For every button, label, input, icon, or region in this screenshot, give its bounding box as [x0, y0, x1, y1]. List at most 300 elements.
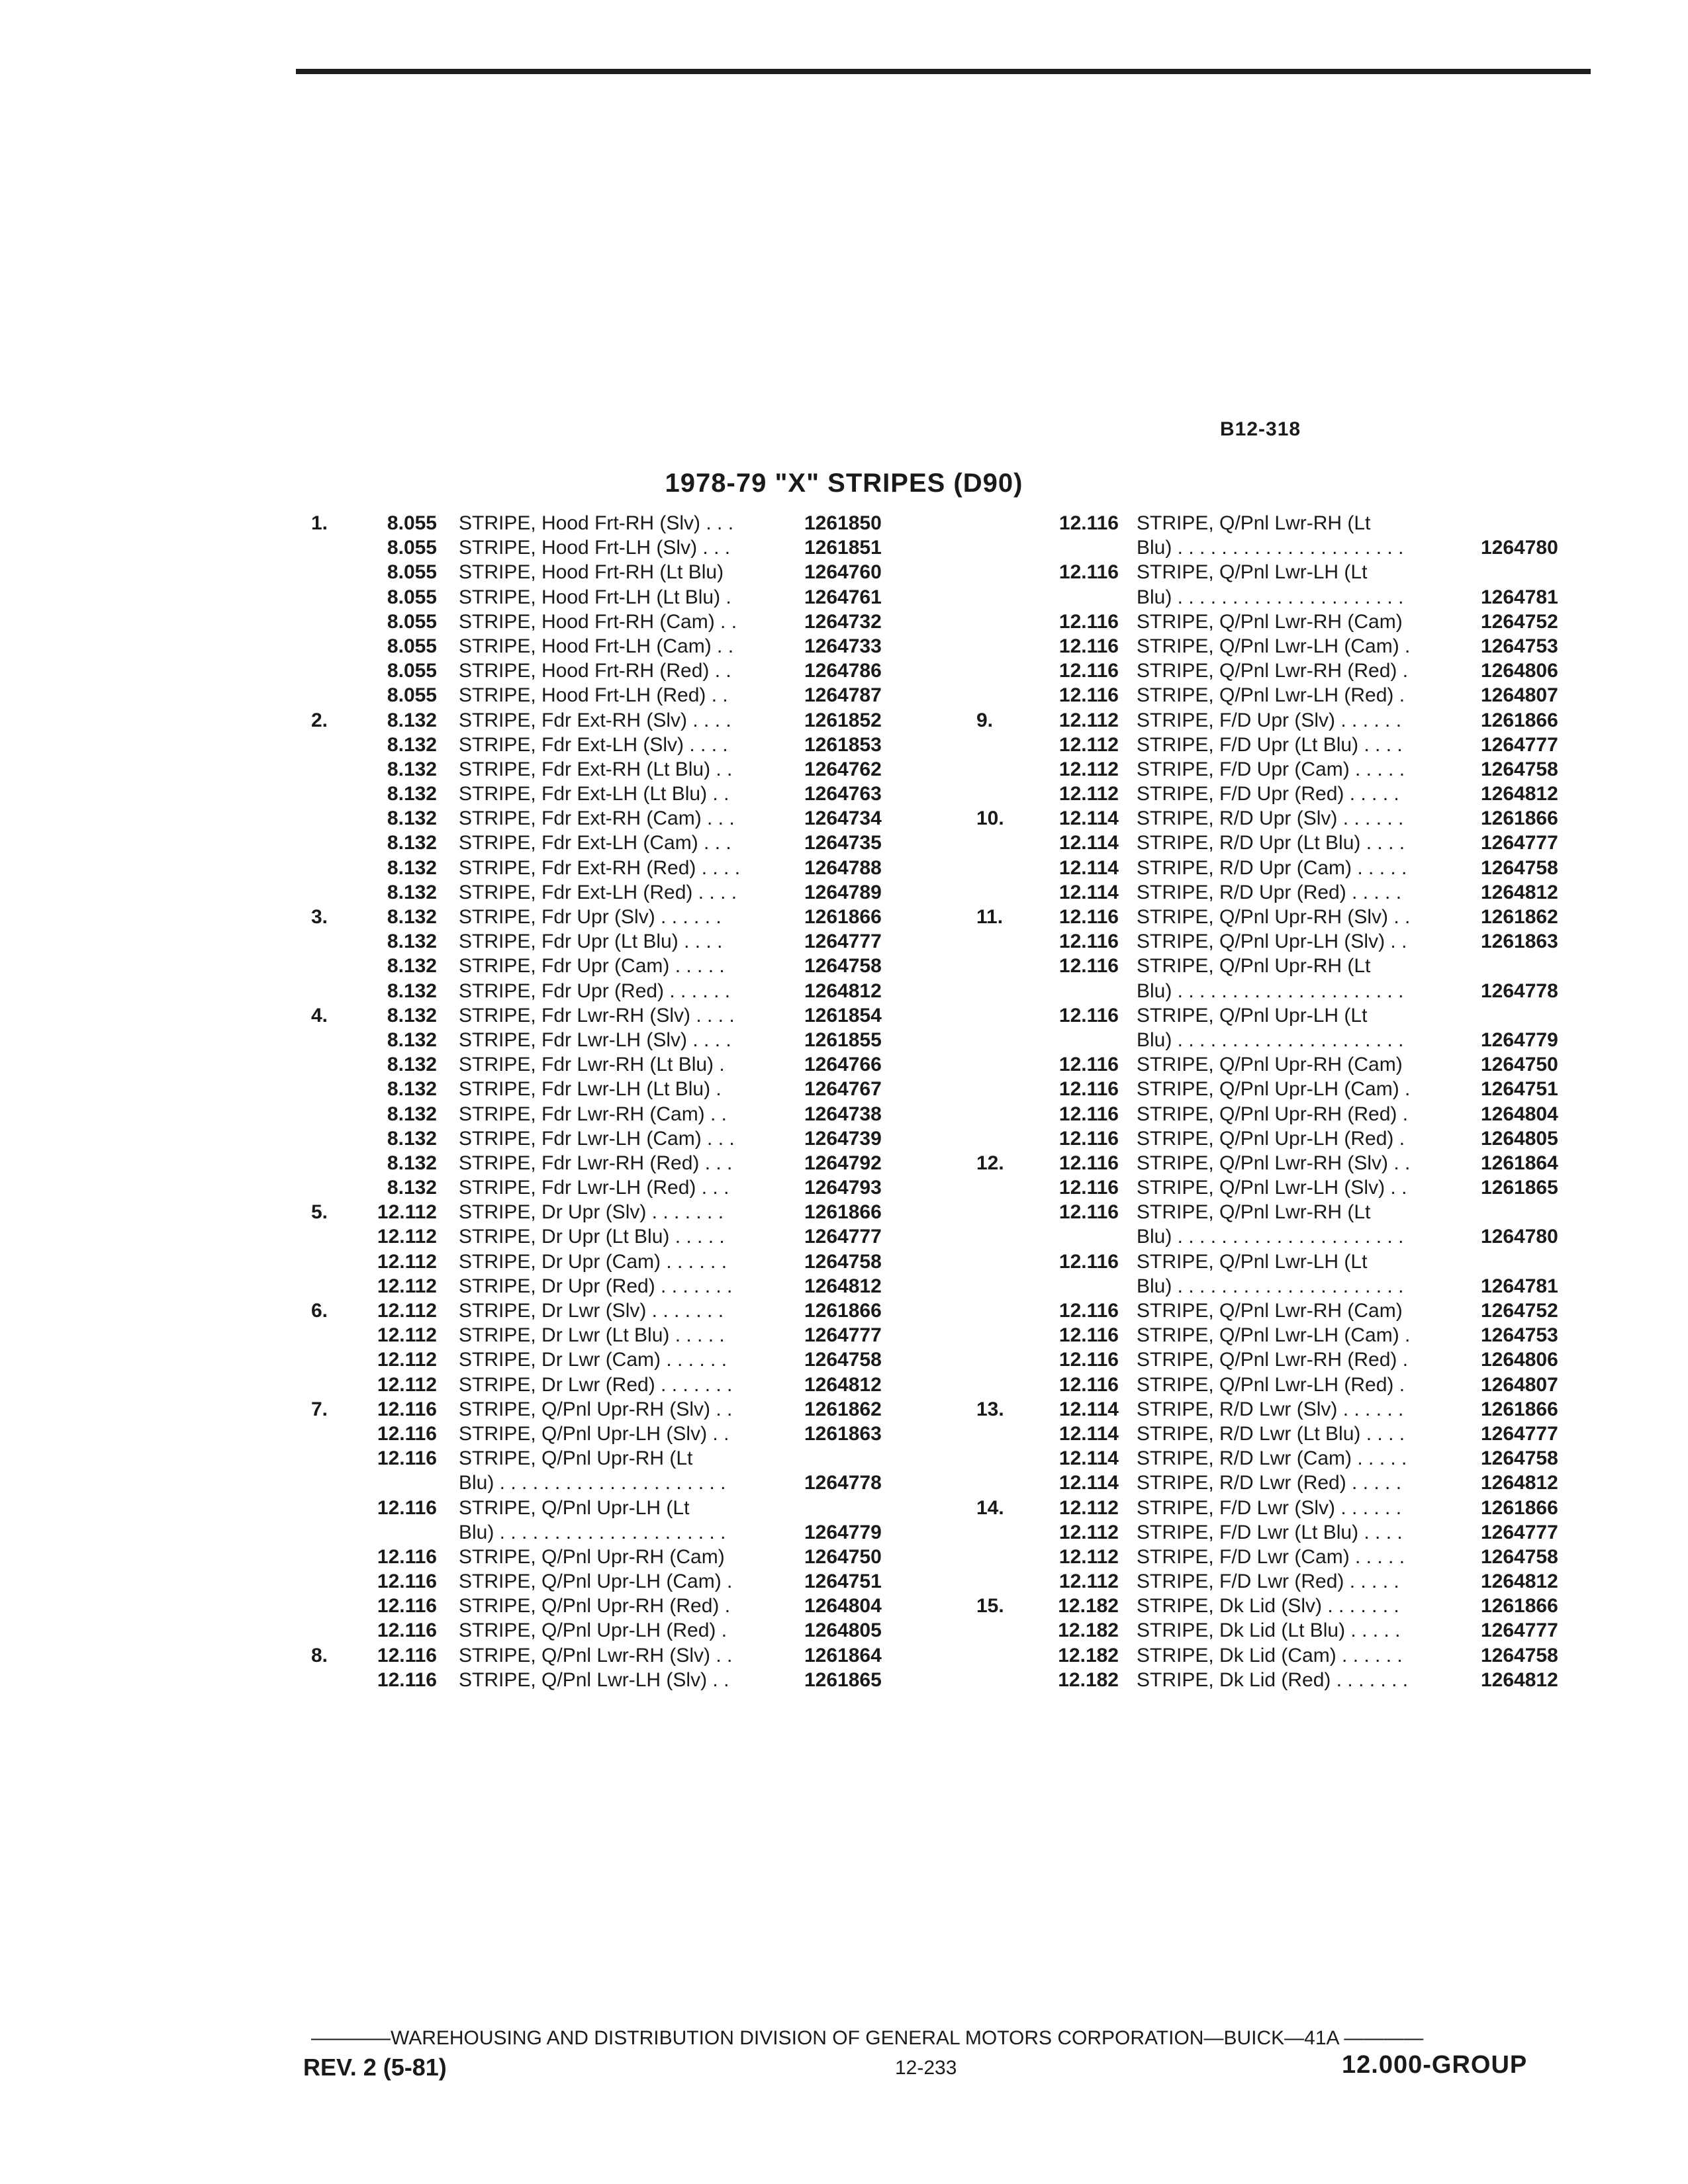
- part-row: [963, 979, 1592, 1003]
- part-description: STRIPE, F/D Upr (Slv) . . . . . .: [1137, 709, 1402, 731]
- part-number: 1264758: [804, 1250, 882, 1273]
- footer-group: 12.000-GROUP: [1342, 2051, 1528, 2079]
- part-number: 1261863: [1481, 931, 1558, 953]
- part-row: [963, 806, 1592, 831]
- part-description: STRIPE, Fdr Ext-RH (Cam) . . .: [459, 807, 735, 830]
- part-number: 1261863: [804, 1422, 882, 1445]
- part-number: 1261855: [804, 1028, 882, 1051]
- footer-page-number: 12-233: [895, 2057, 957, 2079]
- illustration-code: 12.114: [1058, 1447, 1119, 1470]
- illustration-code: 12.116: [1058, 1177, 1119, 1199]
- part-row: [298, 1397, 914, 1422]
- illustration-code: 12.114: [1058, 1398, 1119, 1420]
- part-description: STRIPE, Fdr Lwr-RH (Cam) . .: [459, 1103, 727, 1125]
- illustration-code: 8.132: [387, 1103, 437, 1125]
- part-row: [298, 1175, 914, 1200]
- illustration-code: 8.132: [387, 709, 437, 731]
- part-row: [963, 683, 1592, 707]
- illustration-code: 12.116: [1058, 1201, 1119, 1224]
- part-number: 1264751: [804, 1570, 882, 1593]
- part-number: 1261866: [1481, 807, 1558, 830]
- illustration-code: 8.055: [387, 635, 437, 657]
- part-row: [963, 1446, 1592, 1471]
- part-row: [298, 708, 914, 733]
- part-description: STRIPE, Q/Pnl Lwr-RH (Cam): [1137, 1300, 1403, 1322]
- illustration-code: 12.112: [377, 1373, 437, 1396]
- part-description: STRIPE, Fdr Ext-LH (Lt Blu) . .: [459, 783, 729, 805]
- illustration-code: 8.132: [387, 1028, 437, 1051]
- part-description: STRIPE, F/D Upr (Lt Blu) . . . .: [1137, 733, 1403, 756]
- illustration-code: 12.114: [1058, 856, 1119, 879]
- part-description: STRIPE, Fdr Lwr-LH (Cam) . . .: [459, 1127, 735, 1150]
- illustration-code: 12.114: [1058, 881, 1119, 903]
- part-description: STRIPE, Q/Pnl Upr-RH (Lt: [1137, 955, 1371, 978]
- part-number: 1264777: [804, 1324, 882, 1347]
- part-number: 1264777: [1481, 1619, 1558, 1642]
- part-description: STRIPE, Hood Frt-LH (Red) . .: [459, 684, 728, 707]
- illustration-code: 12.116: [377, 1447, 437, 1470]
- illustration-code: 12.116: [377, 1545, 437, 1568]
- part-description: STRIPE, F/D Lwr (Lt Blu) . . . .: [1137, 1521, 1403, 1543]
- part-number: 1264762: [804, 758, 882, 780]
- part-description: Blu) . . . . . . . . . . . . . . . . . . . . .: [1137, 1226, 1404, 1248]
- illustration-code: 12.112: [1058, 1496, 1119, 1519]
- illustration-code: 12.112: [377, 1300, 437, 1322]
- part-number: 1264758: [804, 1349, 882, 1371]
- illustration-code: 8.132: [387, 856, 437, 879]
- part-number: 1264804: [1481, 1103, 1558, 1125]
- illustration-code: 12.182: [1058, 1595, 1119, 1617]
- part-row: [963, 954, 1592, 978]
- part-number: 1264781: [1481, 1275, 1558, 1297]
- part-row: [963, 1594, 1592, 1618]
- illustration-code: 12.112: [377, 1201, 437, 1224]
- part-number: 1264786: [804, 660, 882, 682]
- part-number: 1264735: [804, 832, 882, 854]
- part-row: [298, 1446, 914, 1471]
- part-description: STRIPE, Q/Pnl Upr-LH (Slv) . .: [459, 1422, 729, 1445]
- illustration-code: 12.182: [1058, 1668, 1119, 1691]
- part-description: STRIPE, Q/Pnl Lwr-RH (Slv) . .: [1137, 1152, 1411, 1174]
- illustration-code: 8.055: [387, 512, 437, 534]
- part-number: 1264758: [1481, 1644, 1558, 1666]
- part-description: Blu) . . . . . . . . . . . . . . . . . . . . .: [1137, 586, 1404, 608]
- part-description: STRIPE, Q/Pnl Lwr-LH (Cam) .: [1137, 635, 1411, 657]
- part-row: [298, 856, 914, 880]
- part-description: STRIPE, Q/Pnl Upr-RH (Cam): [459, 1545, 725, 1568]
- part-row: [963, 585, 1592, 610]
- part-description: STRIPE, R/D Lwr (Red) . . . . .: [1137, 1472, 1402, 1494]
- part-row: [963, 856, 1592, 880]
- part-number: 1264812: [1481, 783, 1558, 805]
- part-description: STRIPE, Dk Lid (Slv) . . . . . . .: [1137, 1595, 1399, 1617]
- part-number: 1264758: [1481, 1447, 1558, 1470]
- part-number: 1264760: [804, 561, 882, 584]
- part-description: STRIPE, R/D Upr (Cam) . . . . .: [1137, 856, 1407, 879]
- part-description: STRIPE, Q/Pnl Lwr-RH (Red) .: [1137, 1349, 1409, 1371]
- part-number: 1264738: [804, 1103, 882, 1125]
- part-row: [298, 634, 914, 659]
- part-number: 1261865: [1481, 1177, 1558, 1199]
- part-number: 1261852: [804, 709, 882, 731]
- part-number: 1261862: [1481, 906, 1558, 928]
- illustration-code: 12.116: [1058, 1349, 1119, 1371]
- illustration-code: 12.116: [1058, 1324, 1119, 1347]
- part-row: [963, 1397, 1592, 1422]
- part-number: 1264758: [1481, 758, 1558, 780]
- part-number: 1264807: [1481, 1373, 1558, 1396]
- part-description: STRIPE, Q/Pnl Lwr-LH (Lt: [1137, 1250, 1368, 1273]
- part-row: [298, 806, 914, 831]
- part-description: STRIPE, Fdr Ext-RH (Red) . . . .: [459, 856, 741, 879]
- part-number: 1264750: [804, 1545, 882, 1568]
- part-number: 1261853: [804, 733, 882, 756]
- illustration-code: 8.055: [387, 561, 437, 584]
- part-description: Blu) . . . . . . . . . . . . . . . . . . . . .: [459, 1521, 726, 1543]
- part-row: [298, 1126, 914, 1151]
- illustration-code: 12.114: [1058, 832, 1119, 854]
- part-description: STRIPE, Dr Upr (Red) . . . . . . .: [459, 1275, 733, 1297]
- part-description: STRIPE, Fdr Ext-RH (Lt Blu) . .: [459, 758, 733, 780]
- part-number: 1264804: [804, 1595, 882, 1617]
- part-number: 1264806: [1481, 660, 1558, 682]
- part-number: 1264761: [804, 586, 882, 608]
- illustration-code: 12.116: [1058, 635, 1119, 657]
- item-number: 5.: [311, 1201, 328, 1224]
- illustration-code: 8.132: [387, 881, 437, 903]
- item-number: 1.: [311, 512, 328, 534]
- part-row: [963, 1274, 1592, 1298]
- part-number: 1261864: [804, 1644, 882, 1666]
- part-row: [298, 782, 914, 806]
- top-rule: [296, 69, 1591, 74]
- part-description: STRIPE, Q/Pnl Lwr-LH (Red) .: [1137, 1373, 1405, 1396]
- illustration-code: 8.132: [387, 807, 437, 830]
- part-description: STRIPE, Fdr Lwr-RH (Lt Blu) .: [459, 1054, 725, 1076]
- illustration-code: 12.112: [1058, 709, 1119, 731]
- illustration-code: 8.132: [387, 1177, 437, 1199]
- part-row: [298, 1028, 914, 1052]
- part-number: 1264780: [1481, 537, 1558, 559]
- illustration-code: 8.055: [387, 586, 437, 608]
- part-description: STRIPE, Fdr Lwr-LH (Lt Blu) .: [459, 1078, 722, 1101]
- illustration-code: 8.132: [387, 931, 437, 953]
- illustration-code: 12.116: [1058, 1373, 1119, 1396]
- part-number: 1261851: [804, 537, 882, 559]
- part-row: [963, 880, 1592, 905]
- illustration-code: 12.116: [377, 1595, 437, 1617]
- part-number: 1261866: [1481, 709, 1558, 731]
- part-description: STRIPE, Dr Lwr (Lt Blu) . . . . .: [459, 1324, 725, 1347]
- part-row: [298, 733, 914, 757]
- part-description: STRIPE, R/D Upr (Slv) . . . . . .: [1137, 807, 1404, 830]
- item-number: 13.: [976, 1398, 1004, 1420]
- illustration-code: 12.116: [1058, 660, 1119, 682]
- part-description: STRIPE, Q/Pnl Upr-LH (Lt: [459, 1496, 690, 1519]
- part-description: STRIPE, Hood Frt-LH (Cam) . .: [459, 635, 734, 657]
- part-number: 1264812: [804, 1373, 882, 1396]
- part-description: STRIPE, Dk Lid (Cam) . . . . . .: [1137, 1644, 1403, 1666]
- item-number: 8.: [311, 1644, 328, 1666]
- part-number: 1264805: [1481, 1127, 1558, 1150]
- part-row: [963, 831, 1592, 855]
- part-description: STRIPE, Fdr Lwr-RH (Red) . . .: [459, 1152, 733, 1174]
- illustration-code: 12.182: [1058, 1644, 1119, 1666]
- part-row: [963, 1373, 1592, 1397]
- part-description: STRIPE, Hood Frt-LH (Slv) . . .: [459, 537, 731, 559]
- illustration-code: 12.112: [1058, 1521, 1119, 1543]
- part-row: [963, 1545, 1592, 1569]
- part-row: [963, 1323, 1592, 1347]
- part-row: [298, 1077, 914, 1101]
- part-row: [298, 1373, 914, 1397]
- part-row: [298, 1471, 914, 1495]
- illustration-code: 8.055: [387, 537, 437, 559]
- illustration-code: 12.112: [377, 1275, 437, 1297]
- part-number: 1264812: [804, 1275, 882, 1297]
- part-description: STRIPE, Fdr Ext-LH (Red) . . . .: [459, 881, 737, 903]
- part-description: STRIPE, Q/Pnl Lwr-RH (Lt: [1137, 512, 1371, 534]
- part-description: STRIPE, Q/Pnl Upr-LH (Red) .: [1137, 1127, 1405, 1150]
- part-description: Blu) . . . . . . . . . . . . . . . . . . . . .: [1137, 537, 1404, 559]
- part-number: 1264812: [1481, 1472, 1558, 1494]
- illustration-code: 12.116: [377, 1422, 437, 1445]
- part-description: STRIPE, R/D Upr (Red) . . . . .: [1137, 881, 1402, 903]
- part-number: 1264752: [1481, 610, 1558, 633]
- part-description: STRIPE, F/D Lwr (Slv) . . . . . .: [1137, 1496, 1402, 1519]
- part-row: [298, 1224, 914, 1249]
- illustration-code: 12.112: [1058, 1545, 1119, 1568]
- part-number: 1264732: [804, 610, 882, 633]
- part-description: STRIPE, Fdr Ext-LH (Cam) . . .: [459, 832, 731, 854]
- part-row: [963, 1200, 1592, 1224]
- part-row: [298, 1102, 914, 1126]
- part-number: 1264766: [804, 1054, 882, 1076]
- reference-code: B12-318: [1220, 418, 1301, 440]
- part-description: STRIPE, Fdr Upr (Lt Blu) . . . .: [459, 931, 723, 953]
- illustration-code: 8.132: [387, 758, 437, 780]
- part-description: STRIPE, Dr Upr (Lt Blu) . . . . .: [459, 1226, 725, 1248]
- illustration-code: 12.116: [1058, 1250, 1119, 1273]
- part-row: [963, 1298, 1592, 1323]
- part-description: STRIPE, F/D Lwr (Red) . . . . .: [1137, 1570, 1399, 1593]
- part-description: STRIPE, Fdr Lwr-LH (Red) . . .: [459, 1177, 729, 1199]
- illustration-code: 12.116: [1058, 1152, 1119, 1174]
- part-row: [298, 1594, 914, 1618]
- item-number: 3.: [311, 906, 328, 928]
- part-number: 1264750: [1481, 1054, 1558, 1076]
- item-number: 6.: [311, 1300, 328, 1322]
- illustration-code: 8.055: [387, 684, 437, 707]
- part-row: [963, 757, 1592, 782]
- part-row: [963, 610, 1592, 634]
- part-number: 1261866: [1481, 1496, 1558, 1519]
- part-row: [963, 929, 1592, 954]
- part-row: [298, 954, 914, 978]
- part-row: [963, 1003, 1592, 1028]
- parts-list-left-column: [298, 511, 914, 1692]
- part-description: STRIPE, Q/Pnl Lwr-LH (Red) .: [1137, 684, 1405, 707]
- part-row: [298, 1250, 914, 1274]
- part-number: 1264787: [804, 684, 882, 707]
- part-description: STRIPE, Q/Pnl Upr-RH (Slv) . .: [1137, 906, 1411, 928]
- part-number: 1264752: [1481, 1300, 1558, 1322]
- part-description: STRIPE, Q/Pnl Upr-RH (Cam): [1137, 1054, 1403, 1076]
- part-row: [298, 831, 914, 855]
- part-description: STRIPE, Hood Frt-LH (Lt Blu) .: [459, 586, 731, 608]
- part-number: 1264777: [1481, 1422, 1558, 1445]
- part-number: 1264805: [804, 1619, 882, 1642]
- part-description: Blu) . . . . . . . . . . . . . . . . . . . . .: [459, 1472, 726, 1494]
- illustration-code: 8.132: [387, 783, 437, 805]
- illustration-code: 12.182: [1058, 1619, 1119, 1642]
- part-row: [963, 733, 1592, 757]
- part-description: STRIPE, Dk Lid (Red) . . . . . . .: [1137, 1668, 1409, 1691]
- item-number: 11.: [976, 906, 1004, 928]
- part-row: [963, 1618, 1592, 1643]
- illustration-code: 12.116: [1058, 955, 1119, 978]
- part-description: STRIPE, Q/Pnl Lwr-LH (Lt: [1137, 561, 1368, 584]
- part-description: STRIPE, R/D Upr (Lt Blu) . . . .: [1137, 832, 1405, 854]
- part-number: 1261862: [804, 1398, 882, 1420]
- illustration-code: 8.055: [387, 660, 437, 682]
- part-row: [298, 585, 914, 610]
- part-description: STRIPE, R/D Lwr (Lt Blu) . . . .: [1137, 1422, 1405, 1445]
- part-row: [963, 1569, 1592, 1594]
- item-number: 9.: [976, 709, 994, 731]
- part-description: STRIPE, Q/Pnl Upr-RH (Red) .: [1137, 1103, 1409, 1125]
- part-row: [298, 1618, 914, 1643]
- part-number: 1264751: [1481, 1078, 1558, 1101]
- part-row: [298, 610, 914, 634]
- part-description: STRIPE, Q/Pnl Upr-RH (Red) .: [459, 1595, 731, 1617]
- part-description: STRIPE, Dr Lwr (Red) . . . . . . .: [459, 1373, 733, 1396]
- part-number: 1264767: [804, 1078, 882, 1101]
- part-number: 1261865: [804, 1668, 882, 1691]
- part-row: [963, 535, 1592, 560]
- illustration-code: 12.116: [1058, 906, 1119, 928]
- part-description: STRIPE, Q/Pnl Lwr-RH (Lt: [1137, 1201, 1371, 1224]
- part-description: STRIPE, Q/Pnl Lwr-LH (Slv) . .: [459, 1668, 729, 1691]
- part-row: [298, 1003, 914, 1028]
- illustration-code: 12.116: [377, 1496, 437, 1519]
- part-number: 1264763: [804, 783, 882, 805]
- part-description: STRIPE, Fdr Ext-RH (Slv) . . . .: [459, 709, 731, 731]
- illustration-code: 8.132: [387, 733, 437, 756]
- part-row: [963, 1471, 1592, 1495]
- item-number: 10.: [976, 807, 1004, 830]
- illustration-code: 8.132: [387, 832, 437, 854]
- part-description: STRIPE, Dr Upr (Slv) . . . . . . .: [459, 1201, 724, 1224]
- illustration-code: 8.132: [387, 906, 437, 928]
- part-number: 1264793: [804, 1177, 882, 1199]
- illustration-code: 12.116: [377, 1398, 437, 1420]
- illustration-code: 12.116: [1058, 1127, 1119, 1150]
- footer-division-line: ————WAREHOUSING AND DISTRIBUTION DIVISION OF GENERAL MOTORS CORPORATION—BUICK—41A ————: [311, 2027, 1424, 2049]
- part-number: 1264777: [804, 1226, 882, 1248]
- parts-list-right-column: [963, 511, 1592, 1692]
- part-description: STRIPE, Dr Upr (Cam) . . . . . .: [459, 1250, 727, 1273]
- illustration-code: 12.116: [1058, 1103, 1119, 1125]
- part-description: STRIPE, Fdr Upr (Red) . . . . . .: [459, 979, 731, 1002]
- part-row: [298, 1496, 914, 1520]
- part-number: 1264753: [1481, 635, 1558, 657]
- illustration-code: 12.116: [377, 1644, 437, 1666]
- part-number: 1264777: [1481, 1521, 1558, 1543]
- part-row: [298, 1298, 914, 1323]
- part-description: STRIPE, Dr Lwr (Cam) . . . . . .: [459, 1349, 727, 1371]
- part-description: Blu) . . . . . . . . . . . . . . . . . . . . .: [1137, 979, 1404, 1002]
- item-number: 7.: [311, 1398, 328, 1420]
- illustration-code: 8.132: [387, 1127, 437, 1150]
- part-row: [963, 1126, 1592, 1151]
- part-row: [963, 782, 1592, 806]
- part-row: [298, 1643, 914, 1668]
- illustration-code: 12.112: [1058, 1570, 1119, 1593]
- part-description: STRIPE, Q/Pnl Lwr-RH (Slv) . .: [459, 1644, 733, 1666]
- illustration-code: 12.112: [377, 1349, 437, 1371]
- illustration-code: 12.116: [377, 1570, 437, 1593]
- part-number: 1261864: [1481, 1152, 1558, 1174]
- part-description: STRIPE, Hood Frt-RH (Cam) . .: [459, 610, 737, 633]
- part-description: STRIPE, Dk Lid (Lt Blu) . . . . .: [1137, 1619, 1401, 1642]
- illustration-code: 8.055: [387, 610, 437, 633]
- illustration-code: 12.112: [1058, 733, 1119, 756]
- part-row: [298, 979, 914, 1003]
- part-row: [298, 1545, 914, 1569]
- part-row: [298, 1151, 914, 1175]
- part-description: STRIPE, Q/Pnl Upr-RH (Lt: [459, 1447, 693, 1470]
- part-row: [298, 1569, 914, 1594]
- part-row: [298, 880, 914, 905]
- illustration-code: 12.112: [1058, 758, 1119, 780]
- part-number: 1261866: [804, 906, 882, 928]
- part-description: STRIPE, Hood Frt-RH (Lt Blu): [459, 561, 724, 584]
- part-row: [963, 1496, 1592, 1520]
- illustration-code: 12.116: [1058, 931, 1119, 953]
- part-number: 1264777: [1481, 733, 1558, 756]
- part-number: 1264812: [1481, 1668, 1558, 1691]
- illustration-code: 8.132: [387, 955, 437, 978]
- illustration-code: 12.116: [1058, 561, 1119, 584]
- part-row: [298, 511, 914, 535]
- part-row: [963, 1668, 1592, 1692]
- part-description: STRIPE, R/D Lwr (Slv) . . . . . .: [1137, 1398, 1404, 1420]
- part-number: 1264780: [1481, 1226, 1558, 1248]
- part-number: 1261854: [804, 1004, 882, 1026]
- part-row: [298, 535, 914, 560]
- part-number: 1264812: [1481, 1570, 1558, 1593]
- part-number: 1264778: [1481, 979, 1558, 1002]
- part-description: STRIPE, Q/Pnl Upr-RH (Slv) . .: [459, 1398, 733, 1420]
- part-description: STRIPE, Q/Pnl Lwr-LH (Cam) .: [1137, 1324, 1411, 1347]
- part-description: STRIPE, Fdr Lwr-RH (Slv) . . . .: [459, 1004, 735, 1026]
- part-number: 1264806: [1481, 1349, 1558, 1371]
- part-number: 1264788: [804, 856, 882, 879]
- part-description: Blu) . . . . . . . . . . . . . . . . . . . . .: [1137, 1028, 1404, 1051]
- part-row: [963, 560, 1592, 584]
- part-description: STRIPE, Fdr Ext-LH (Slv) . . . .: [459, 733, 728, 756]
- part-description: STRIPE, Fdr Upr (Slv) . . . . . .: [459, 906, 722, 928]
- part-row: [298, 1668, 914, 1692]
- item-number: 2.: [311, 709, 328, 731]
- illustration-code: 12.116: [1058, 1078, 1119, 1101]
- part-description: STRIPE, Q/Pnl Lwr-LH (Slv) . .: [1137, 1177, 1407, 1199]
- part-number: 1261866: [1481, 1595, 1558, 1617]
- part-description: STRIPE, Q/Pnl Upr-LH (Cam) .: [1137, 1078, 1411, 1101]
- part-description: STRIPE, Q/Pnl Upr-LH (Cam) .: [459, 1570, 733, 1593]
- part-number: 1261850: [804, 512, 882, 534]
